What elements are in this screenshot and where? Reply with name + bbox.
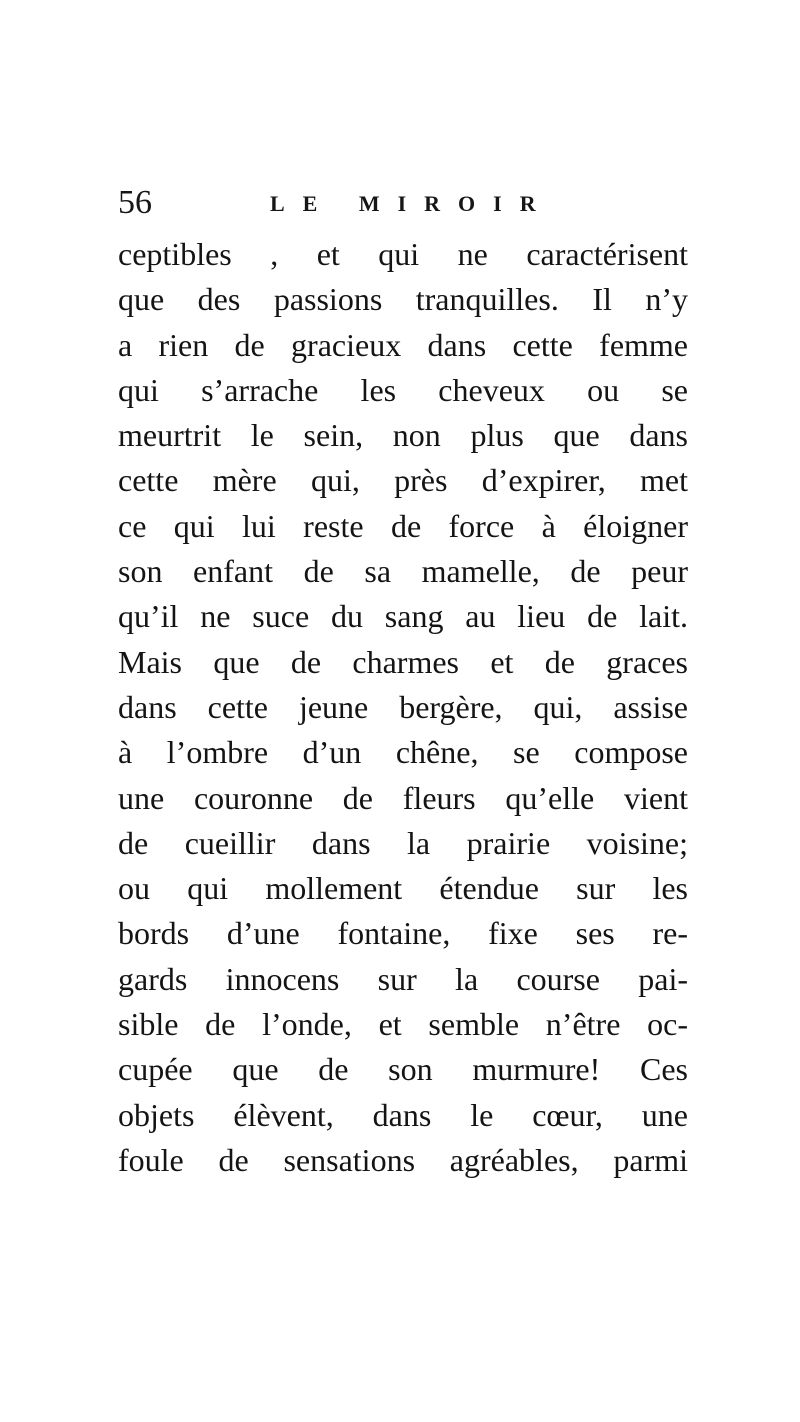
- page-number: 56: [118, 184, 152, 221]
- text-line: bords d’une fontaine, fixe ses re-: [118, 915, 688, 952]
- text-line: qu’il ne suce du sang au lieu de lait.: [118, 598, 688, 635]
- text-line: Mais que de charmes et de graces: [118, 643, 688, 680]
- running-title: LE MIROIR: [270, 191, 554, 216]
- text-line: ou qui mollement étendue sur les: [118, 870, 688, 907]
- text-line: gards innocens sur la course pai-: [118, 960, 688, 997]
- text-line: cupée que de son murmure! Ces: [118, 1051, 688, 1088]
- text-line: foule de sensations agréables, parmi: [118, 1141, 688, 1178]
- body-text: [118, 232, 688, 1183]
- text-line: a rien de gracieux dans cette femme: [118, 326, 688, 363]
- text-line: ce qui lui reste de force à éloigner: [118, 507, 688, 544]
- text-line: meurtrit le sein, non plus que dans: [118, 417, 688, 454]
- text-line: une couronne de fleurs qu’elle vient: [118, 779, 688, 816]
- text-line: objets élèvent, dans le cœur, une: [118, 1096, 688, 1133]
- text-line: qui s’arrache les cheveux ou se: [118, 371, 688, 408]
- running-head: [118, 182, 688, 224]
- text-line: que des passions tranquilles. Il n’y: [118, 281, 688, 318]
- text-line: à l’ombre d’un chêne, se compose: [118, 734, 688, 771]
- text-line: de cueillir dans la prairie voisine;: [118, 824, 688, 861]
- text-line: son enfant de sa mamelle, de peur: [118, 553, 688, 590]
- text-line: dans cette jeune bergère, qui, assise: [118, 688, 688, 725]
- text-line: cette mère qui, près d’expirer, met: [118, 462, 688, 499]
- text-line: ceptibles , et qui ne caractérisent: [118, 236, 688, 272]
- text-line: sible de l’onde, et semble n’être oc-: [118, 1006, 688, 1043]
